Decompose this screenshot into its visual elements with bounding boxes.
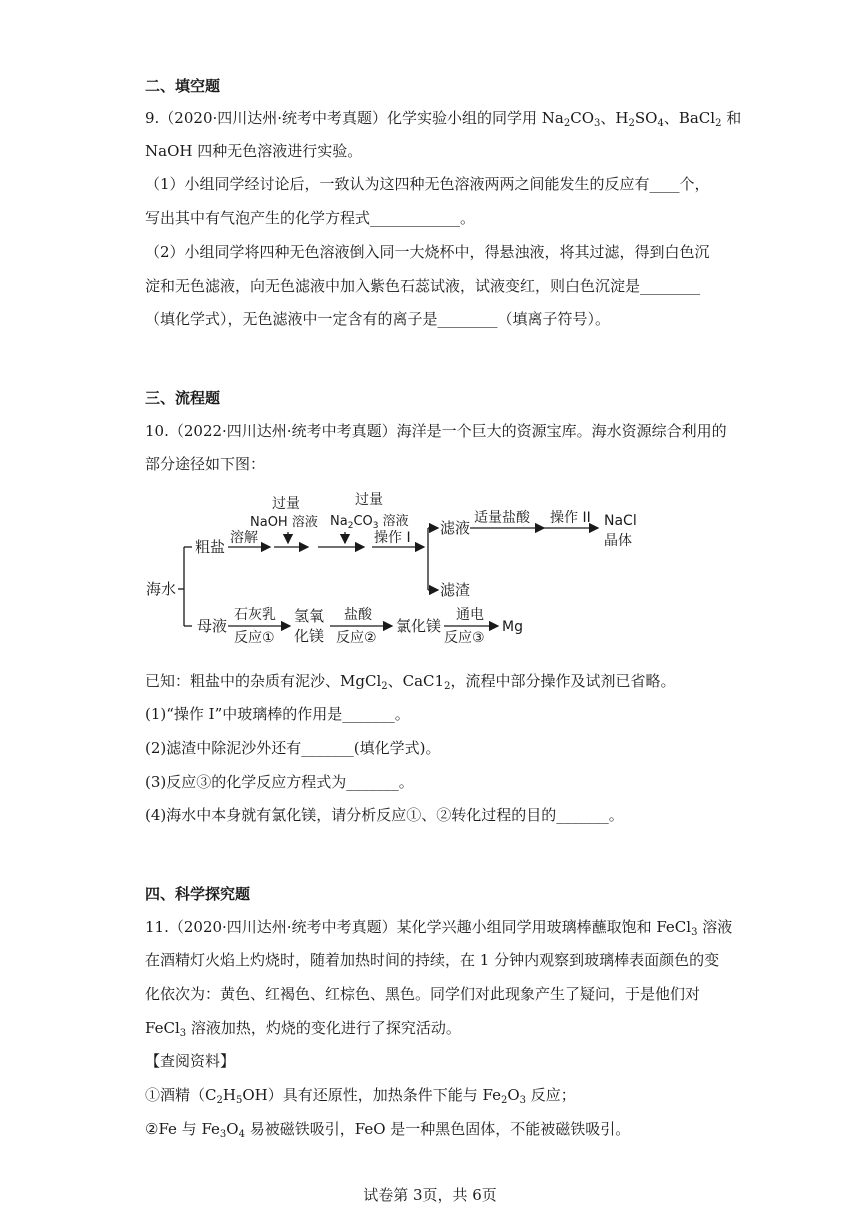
q10-part-4: (4)海水中本身就有氯化镁，请分析反应①、②转化过程的目的_______。 [145,806,624,824]
q11-line-4: FeCl$_3$ 溶液加热，灼烧的变化进行了探究活动。 [145,1019,461,1039]
label-naoh-solution: NaOH 溶液 [250,515,318,530]
label-mother-liquor: 母液 [197,617,228,635]
label-crude-salt: 粗盐 [195,538,226,556]
label-reaction-3: 反应③ [444,630,485,646]
label-nacl: NaCl [604,513,637,529]
q9-part-1-cont: 写出其中有气泡产生的化学方程式____________。 [145,209,476,227]
q10-line-2: 部分途径如下图： [145,455,266,473]
q9-part-2-end: （填化学式），无色滤液中一定含有的离子是________（填离子符号）。 [145,310,611,328]
q10-part-1: (1)“操作 I”中玻璃棒的作用是_______。 [145,705,410,723]
q11-line-2: 在酒精灯火焰上灼烧时，随着加热时间的持续，在 1 分钟内观察到玻璃棒表面颜色的变 [145,951,720,969]
label-lime-milk: 石灰乳 [234,607,276,623]
q9-part-2-cont: 淀和无色滤液，向无色滤液中加入紫色石蕊试液，试液变红，则白色沉淀是________ [145,277,701,295]
label-mgcl2: 氯化镁 [396,617,442,635]
q10-part-2: (2)滤渣中除泥沙外还有_______(填化学式)。 [145,739,441,757]
label-operation-2: 操作 II [550,510,591,526]
q9-part-1: （1）小组同学经讨论后，一致认为这四种无色溶液两两之间能发生的反应有____个， [145,175,710,193]
page-footer: 试卷第 3页，共 6页 [363,1186,497,1204]
label-electrolysis: 通电 [456,607,484,623]
label-dissolve: 溶解 [230,530,258,546]
q11-reference-heading: 【查阅资料】 [145,1052,236,1070]
q11-reference-2: ②Fe 与 $Fe_3O_4$ 易被磁铁吸引，FeO 是一种黑色固体，不能被磁铁吸引。 [145,1120,631,1140]
label-mg: Mg [502,619,523,635]
label-reaction-1: 反应① [234,630,275,646]
label-residue: 滤渣 [440,581,471,599]
label-na2co3-solution: $Na_2CO_3$ 溶液 [330,514,409,531]
q10-known: 已知：粗盐中的杂质有泥沙、MgCl$_2$、$CaC1_2$，流程中部分操作及试剂已省略。 [145,672,676,692]
label-hcl: 盐酸 [344,607,372,623]
flow-diagram [140,488,660,653]
q11-reference-1: ①酒精$(C_2H_5OH)$具有还原性，加热条件下能与 $Fe_2O_3$ 反应； [145,1086,576,1106]
q10-part-3: (3)反应③的化学反应方程式为_______。 [145,773,414,791]
q10-line-1: 10.（2022·四川达州·统考中考真题）海洋是一个巨大的资源宝库。海水资源综合利用的 [145,422,727,440]
q9-part-2: （2）小组同学将四种无色溶液倒入同一大烧杯中，得悬浊液，将其过滤，得到白色沉 [145,243,710,261]
label-mgoh-2: 化镁 [294,627,325,645]
label-mgoh-1: 氢氧 [294,607,325,625]
label-excess-1: 过量 [272,496,300,512]
label-excess-2: 过量 [355,492,383,508]
label-seawater: 海水 [146,580,177,598]
q9-line-2: NaOH 四种无色溶液进行实验。 [145,142,363,160]
q11-line-1: 11.（2020·四川达州·统考中考真题）某化学兴趣小组同学用玻璃棒蘸取饱和 FeCl$_3$ 溶液 [145,918,733,938]
q9-line-1: 9.（2020·四川达州·统考中考真题）化学实验小组的同学用 $Na_2CO_3$、$H_2SO_4$、BaCl$_2$ 和 [145,109,742,129]
label-operation-1: 操作 I [374,530,411,546]
label-crystal: 晶体 [604,533,632,549]
section-title-inquiry: 四、科学探究题 [145,885,251,903]
label-reaction-2: 反应② [336,630,377,646]
section-title-flow: 三、流程题 [145,389,221,407]
section-title-fill-in: 二、填空题 [145,77,221,95]
label-proper-hcl: 适量盐酸 [474,510,530,526]
label-filtrate: 滤液 [440,519,471,537]
q11-line-3: 化依次为：黄色、红褐色、红棕色、黑色。同学们对此现象产生了疑问，于是他们对 [145,985,701,1003]
